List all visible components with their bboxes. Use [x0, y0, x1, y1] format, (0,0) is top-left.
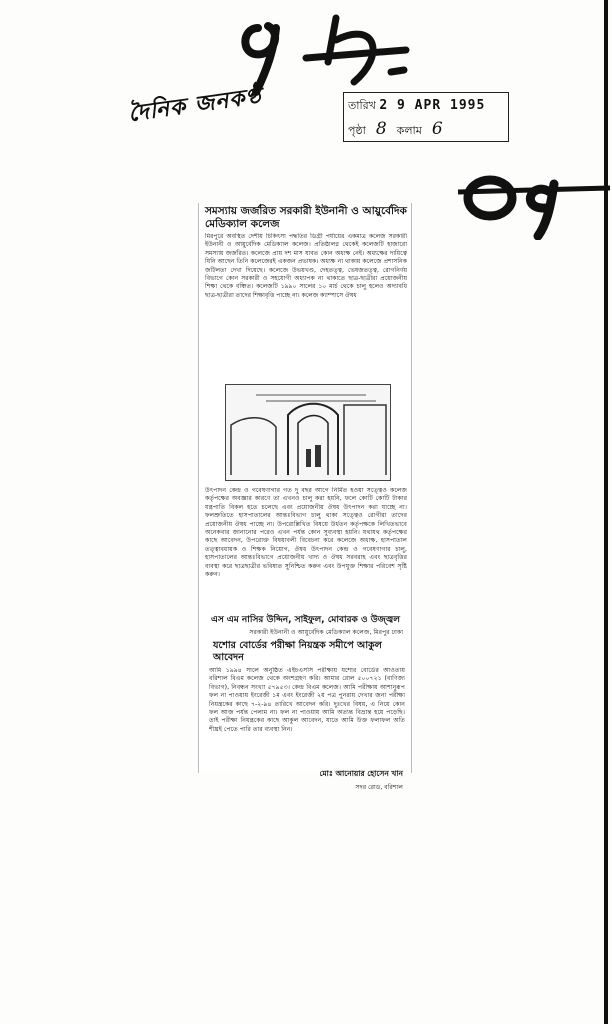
handwritten-corner-mark [450, 170, 612, 240]
article2-address: সদর রোড, বরিশাল [355, 784, 403, 791]
article2-headline: যশোর বোর্ডের পরীক্ষা নিয়ন্ত্রক সমীপে আকুল আবেদন [213, 640, 382, 663]
stamp-page-value: 8 [375, 119, 387, 139]
masthead-handwritten: দৈনিক জনকণ্ঠ [126, 83, 264, 128]
article1-body: মিরপুরে অবস্থিত দেশীয় চিকিৎসা পদ্ধতির ডিগ্রী পর্যায়ের একমাত্র কলেজ সরকারী ইউনানী ও আয়ুর্বেদিক মেডিক্যাল কলেজ। প্রতিষ্ঠালগ্ন থেকেই কলেজটি হাজারো সমস্যায় জর্জরিত। কলেজে প্রায় দশ মাস যাবত কোন অধ্যক্ষ নেই। অধ্যক্ষের দায়িত্বে যিনি আছেন তিনি কলেজেরই একজন প্রভাষক। অধ্যক্ষ না থাকায় কলেজে প্রশাসনিক জটিলতা দেখা দিয়েছে। কলেজে উভয়খণ্ড, দেহতত্ত্ব, ভেষজতত্ত্ব, রোগনির্ণয় বিভাগে কোন সরকারী ও সহযোগী অধ্যাপক না থাকাতে ছাত্র-ছাত্রীরা প্রয়োজনীয় শিক্ষা থেকে বঞ্চিত। কলেজটি ১৯৯০ সালের ১০ মার্চ থেকে চালু হলেও অদ্যাবধি ছাত্র-ছাত্রীরা তাদের শিক্ষাবৃত্তি পাচ্ছে না। কলেজ ক্যাম্পাসে ঔষধ [205, 233, 407, 299]
stamp-page-label: পৃষ্ঠা [348, 124, 366, 137]
stamp-date-label: তারিখ [348, 99, 376, 112]
stamp-column-value: 6 [431, 119, 443, 139]
article1-body-continued: উৎপাদন কেন্দ্র ও গবেষণাগার গত দু বছর আগে নির্মিত হওয়া সত্ত্বেও কলেজ কর্তৃপক্ষের অবজ্ঞার কারণে তা এখনও চালু করা হয়নি, ফলে কোটি কোটি টাকার যন্ত্রপাতি বিকল হতে চলেছে এবং প্রয়োজনীয় ঔষধ উৎপাদন করা যাচ্ছে না। ফলশ্রুতিতে হাসপাতালের আন্তঃবিভাগ চালু থাকা সত্ত্বেও রোগীরা তাদের প্রয়োজনীয় ঔষধ পাচ্ছে না। উপরোল্লিখিত বিষয়ে উর্ধতন কর্তৃপক্ষকে লিখিতভাবে অনেকবার জানানোর পরেও এখন পর্যন্ত কোন সুব্যবস্থা হয়নি। যথাযথ কর্তৃপক্ষের কাছে আবেদন, উপরোক্ত বিষয়াবলী বিবেচনা করে কলেজে অধ্যক্ষ, হাসপাতাল তত্ত্বাবধায়ক ও শিক্ষক নিয়োগ, ঔষধ উৎপাদন কেন্দ্র ও গবেষণাগার চালু, হাসপাতালের আন্তঃবিভাগে প্রয়োজনীয় খাদ্য ও ঔষধ সরবরাহ এবং ছাত্রবৃত্তির ব্যবস্থা করে ছাত্রছাত্রীর ভবিষ্যত সুনিশ্চিত করুন এবং উপযুক্ত শিক্ষার পরিবেশ সৃষ্টি করুন। [205, 487, 407, 579]
newspaper-clipping [198, 203, 412, 791]
stamp-date: 2 9 APR 1995 [379, 98, 486, 113]
date-stamp [343, 92, 509, 142]
article2-signature: মোঃ আনোয়ার হোসেন খান [319, 769, 403, 778]
handwritten-number-94 [236, 10, 436, 100]
article1-photo [225, 384, 391, 481]
article1-affiliation: সরকারী ইউনানী ও আয়ুর্বেদিক মেডিক্যাল কলেজ, মিরপুর ঢাকা [249, 629, 403, 636]
article2-body: আমি ১৯৯৪ সালে অনুষ্ঠিত এইচএসসি পরীক্ষায় যশোর বোর্ডের আওতায় বরিশাল বিএম কলেজ থেকে অংশগ্রহণ করি। আমার রোল ৫০০৭২১ (বাণিজ্য বিভাগ), নিবন্ধন সংখ্যা ৫৭৯৫৩। কেন্দ্র বিএম কলেজ। আমি পরীক্ষায় আশানুরূপ ফল না পাওয়ায় ইংরেজী ১ম এবং ইংরেজী ২য় পত্র পুনরায় দেখার জন্য পরীক্ষা নিয়ন্ত্রকের কাছে ৭-২-৯৪ তারিখে আবেদন করি। দুঃখের বিষয়, এ নিয়ে কোন ফল আজ পর্যন্ত পেলাম না। ফল না পাওয়ায় আমি অত্যন্ত বিভ্রান্ত হয়ে পড়েছি। তাই পরীক্ষা নিয়ন্ত্রকের কাছে আকুল আবেদন, যাতে আমি উক্ত ফলাফল অতি শীঘ্রই পেতে পারি তার ব্যবস্থা নিন। [209, 667, 405, 733]
page-edge-line [604, 0, 608, 1024]
article1-headline: সমস্যায় জর্জরিত সরকারী ইউনানী ও আয়ুর্বেদিক মেডিক্যাল কলেজ [205, 205, 407, 230]
article1-authors: এস এম নাসির উদ্দিন, সাইফুল, মোবারক ও উজ্জ্বল [211, 615, 400, 625]
stamp-column-label: কলাম [396, 124, 422, 137]
